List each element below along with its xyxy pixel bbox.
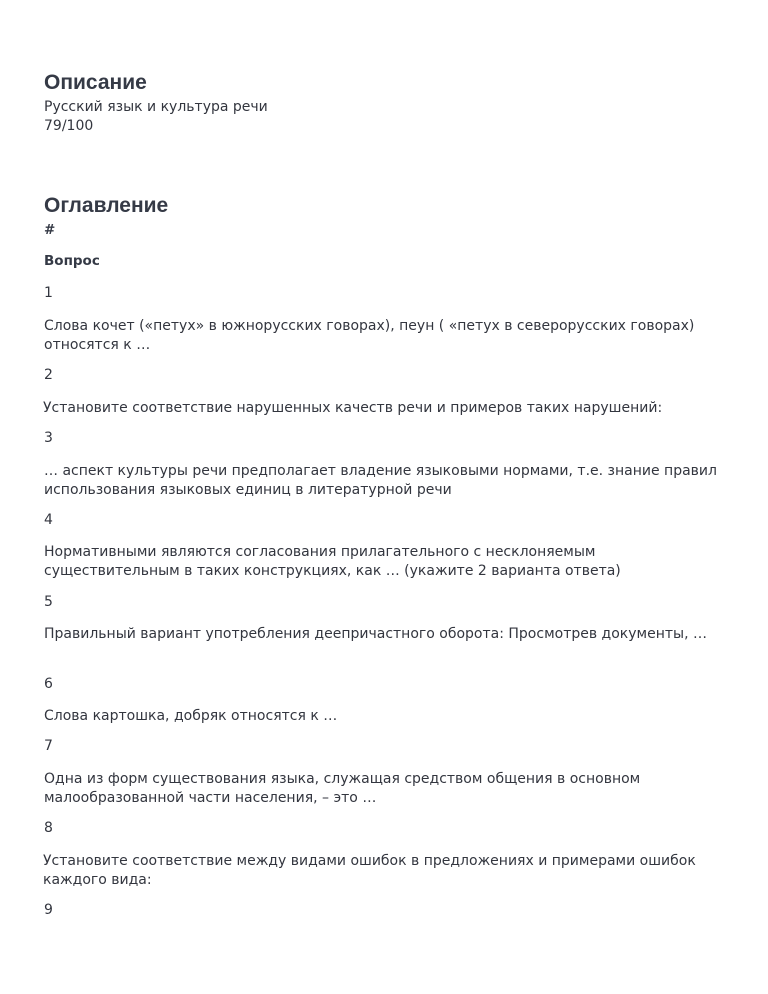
question-text: Одна из форм существования языка, служащая средством общения в основном малообразованной части населения, – это …	[44, 771, 641, 806]
toc-column-question: Вопрос	[44, 253, 100, 269]
question-number: 5	[44, 594, 53, 610]
question-number: 6	[44, 676, 53, 692]
question-text: Установите соответствие между видами ошибок в предложениях и примерами ошибок каждого вида:	[43, 853, 696, 888]
toc-column-number: #	[44, 222, 56, 238]
question-number: 4	[44, 512, 53, 528]
subject-name: Русский язык и культура речи	[44, 99, 268, 115]
question-text: … аспект культуры речи предполагает владение языковыми нормами, т.е. знание правил использования языковых единиц в литературной речи	[44, 463, 717, 498]
question-text: Слова картошка, добряк относятся к …	[44, 708, 338, 724]
question-number: 3	[44, 430, 53, 446]
question-number: 8	[44, 820, 53, 836]
score-value: 79/100	[44, 118, 94, 134]
question-text: Установите соответствие нарушенных качеств речи и примеров таких нарушений:	[43, 400, 663, 416]
question-number: 9	[44, 902, 53, 918]
question-number: 7	[44, 738, 53, 754]
toc-title: Оглавление	[44, 194, 169, 217]
question-text: Слова кочет («петух» в южнорусских говорах), пеун ( «петух в северорусских говорах) относятся к …	[44, 318, 695, 353]
question-text: Правильный вариант употребления деепричастного оборота: Просмотрев документы, …	[44, 626, 707, 642]
question-text: Нормативными являются согласования прилагательного с несклоняемым существительным в таких конструкциях, как … (укажите 2 варианта ответа)	[44, 544, 621, 579]
question-number: 1	[44, 285, 53, 301]
description-title: Описание	[44, 71, 147, 94]
question-number: 2	[44, 367, 53, 383]
